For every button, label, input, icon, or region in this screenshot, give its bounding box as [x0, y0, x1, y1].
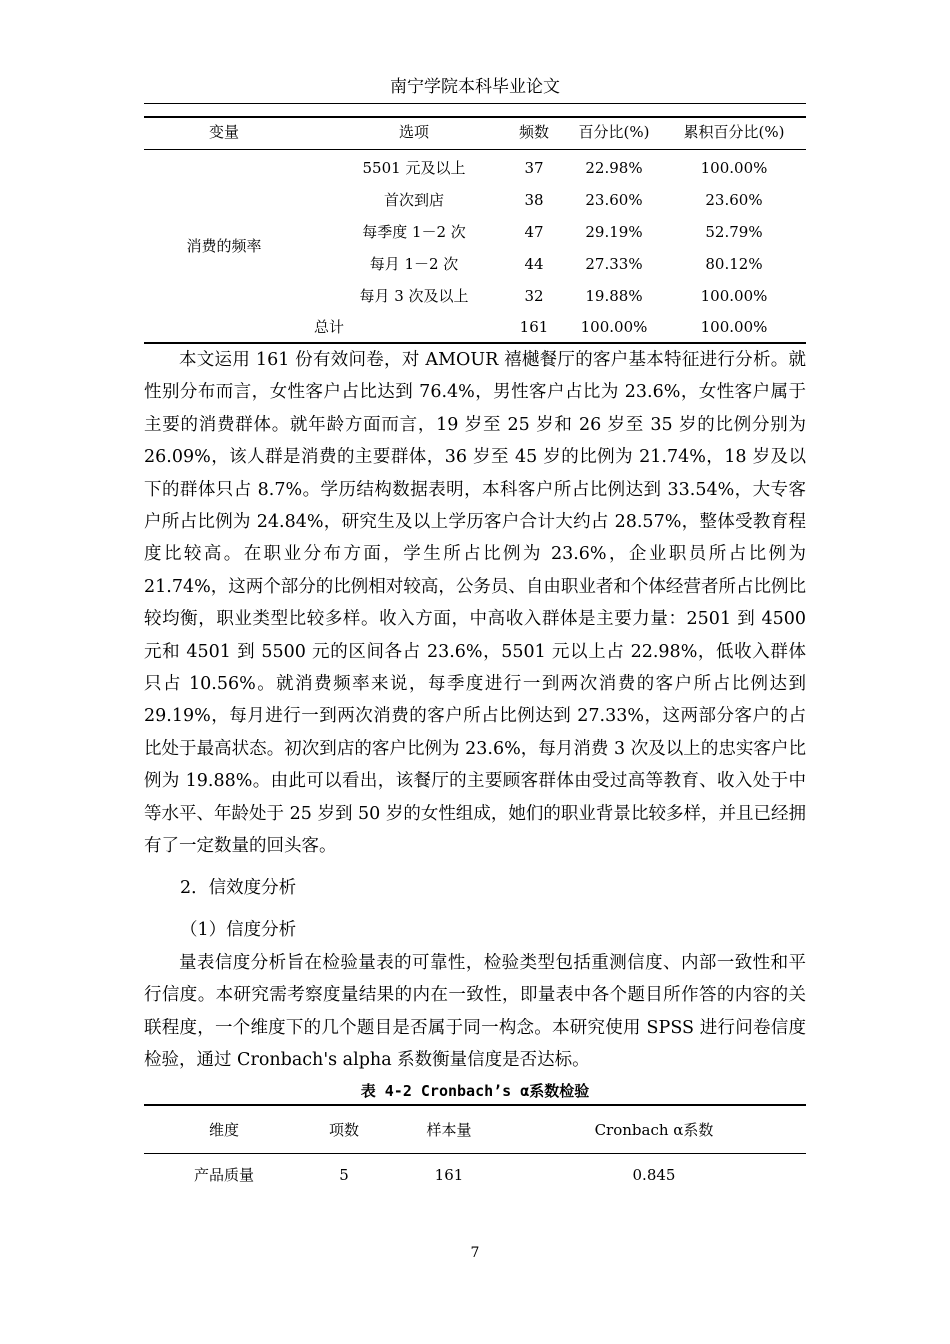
page-number: 7	[470, 1245, 480, 1261]
table-total-frequency: 161	[519, 318, 549, 336]
table-row-percent: 19.88%	[585, 287, 643, 305]
table-top-rule	[144, 116, 806, 118]
table-row-frequency: 47	[524, 223, 544, 241]
table-row-percent: 23.60%	[585, 191, 643, 209]
table-row-option: 首次到店	[383, 191, 444, 209]
table-header-alpha: Cronbach α系数	[594, 1121, 714, 1139]
body-paragraph	[144, 344, 806, 863]
table-header-percent: 百分比(%)	[578, 123, 650, 141]
table-row-option: 每季度 1－2 次	[362, 223, 466, 241]
table-header-rule	[144, 1153, 806, 1154]
table-row-percent: 22.98%	[585, 159, 643, 177]
table-header-frequency: 频数	[518, 123, 549, 141]
table-row-cumulative: 100.00%	[700, 287, 768, 305]
table-row-frequency: 38	[524, 191, 544, 209]
table-row-cumulative: 80.12%	[705, 255, 763, 273]
table-header-rule	[144, 149, 806, 150]
header-rule	[144, 103, 806, 104]
page-header-title: 南宁学院本科毕业论文	[390, 77, 560, 97]
table-row-option: 5501 元及以上	[362, 159, 466, 177]
table-row-cumulative: 52.79%	[705, 223, 763, 241]
table-row-cumulative: 23.60%	[705, 191, 763, 209]
table-header-dimension: 维度	[208, 1121, 239, 1139]
table-row-frequency: 44	[524, 255, 544, 273]
table-total-cumulative: 100.00%	[700, 318, 768, 336]
table-row-option: 每月 3 次及以上	[359, 287, 469, 305]
table-row-percent: 29.19%	[585, 223, 643, 241]
table-row-frequency: 32	[524, 287, 544, 305]
paragraph-customer-analysis: 本文运用 161 份有效问卷，对 AMOUR 禧樾餐厅的客户基本特征进行分析。就性别分布而言，女性客户占比达到 76.4%，男性客户占比为 23.6%，女性客户属于主要的消费群体。就年龄方面而言，19 岁至 25 岁和 26 岁至 35 岁的比例分别为 26.09%，该人群是消费的主要群体，36 岁至 45 岁的比例为 21.74%，18 岁及以下的群体只占 8.7%。学历结构数据表明，本科客户所占比例达到 33.54%，大专客户所占比例为 24.84%，研究生及以上学历客户合计大约占 28.57%，整体受教育程度比较高。在职业分布方面，学生所占比例为 23.6%，企业职员所占比例为 21.74%，这两个部分的比例相对较高，公务员、自由职业者和个体经营者所占比例比较均衡，职业类型比较多样。收入方面，中高收入群体是主要力量：2501 到 4500 元和 4501 到 5500 元的区间各占 23.6%，5501 元以上占 22.98%，低收入群体只占 10.56%。就消费频率来说，每季度进行一到两次消费的客户所占比例达到 29.19%，每月进行一到两次消费的客户所占比例达到 27.33%，这两部分客户的占比处于最高状态。初次到店的客户比例为 23.6%，每月消费 3 次及以上的忠实客户比例为 19.88%。由此可以看出，该餐厅的主要顾客群体由受过高等教育、收入处于中等水平、年龄处于 25 岁到 50 岁的女性组成，她们的职业背景比较多样，并且已经拥有了一定数量的回头客。	[144, 350, 806, 857]
table-top-rule	[144, 1104, 806, 1106]
table-row-option: 每月 1－2 次	[369, 255, 459, 273]
section-heading: 2．信效度分析	[180, 878, 297, 898]
body-paragraph	[144, 947, 806, 1077]
table-row-dimension: 产品质量	[193, 1166, 254, 1184]
table-row-alpha: 0.845	[632, 1166, 676, 1184]
table-header-items: 项数	[328, 1121, 359, 1139]
table-row-sample-size: 161	[434, 1166, 464, 1184]
table-header-sample-size: 样本量	[426, 1121, 472, 1139]
table-header-option: 选项	[398, 123, 429, 141]
paragraph-reliability: 量表信度分析旨在检验量表的可靠性，检验类型包括重测信度、内部一致性和平行信度。本研究需考察度量结果的内在一致性，即量表中各个题目所作答的内容的关联程度，一个维度下的几个题目是否属于同一构念。本研究使用 SPSS 进行问卷信度检验，通过 Cronbach's alpha 系数衡量信度是否达标。	[144, 953, 806, 1071]
subsection-heading: （1）信度分析	[180, 920, 297, 940]
table-caption: 表 4-2 Cronbach’s α系数检验	[360, 1082, 590, 1100]
table-row-percent: 27.33%	[585, 255, 643, 273]
table-header-variable: 变量	[208, 123, 239, 141]
table-total-percent: 100.00%	[580, 318, 648, 336]
table-row-frequency: 37	[524, 159, 544, 177]
table-row-cumulative: 100.00%	[700, 159, 768, 177]
table-header-cumulative: 累积百分比(%)	[683, 123, 785, 141]
table-total-label: 总计	[313, 318, 344, 336]
table-row-items: 5	[339, 1166, 349, 1184]
table-variable-name: 消费的频率	[186, 237, 262, 255]
